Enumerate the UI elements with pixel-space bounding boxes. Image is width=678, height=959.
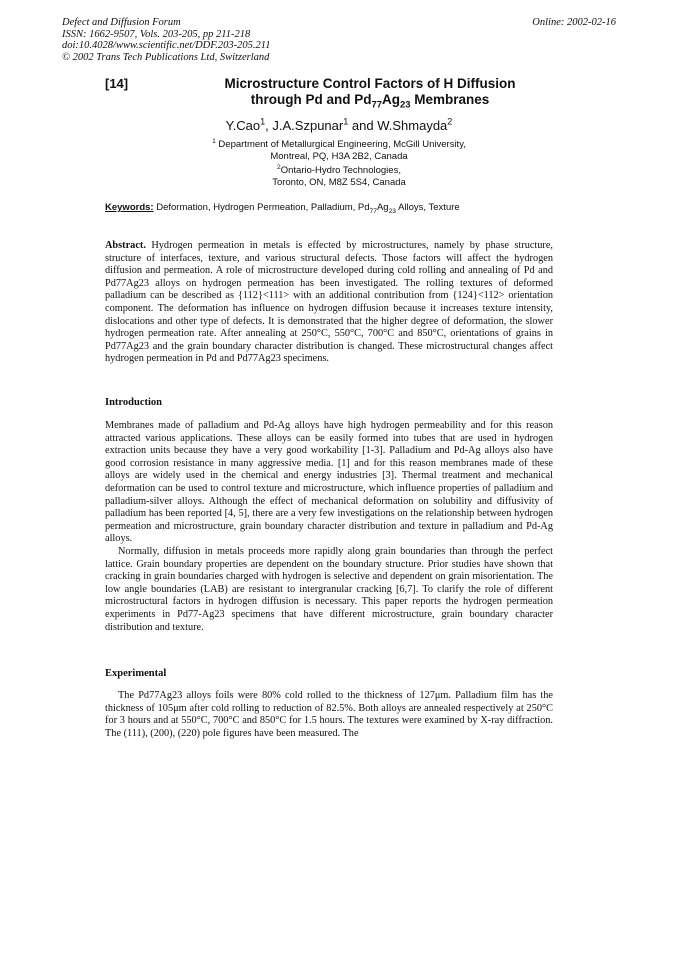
experimental-body <box>105 690 553 740</box>
paragraph: Normally, diffusion in metals proceeds more rapidly along grain boundaries than through the perfect lattice. Grain boundary properties are dependent on the boundary structure. Prior studies have shown that cracking in grain boundaries charged with hydrogen is selective and dependent on grain misorientation. The low angle boundaries (LAB) are resistant to intergranular cracking [6,7]. To clarify the role of different microstructural factors in hydrogen diffusion is necessary. This paper reports the hydrogen permeation experiments in Pd77-Ag23 specimens that have different microstructure, grain boundary character distribution and texture. <box>105 545 553 633</box>
title-text: through Pd and Pd <box>250 92 372 107</box>
author-list <box>0 118 678 133</box>
introduction-heading: Introduction <box>105 397 162 408</box>
keywords-text: Ag <box>376 202 389 213</box>
title-subscript: 23 <box>399 99 411 111</box>
issn-line: ISSN: 1662-9507, Vols. 203-205, pp 211-218 <box>62 28 251 40</box>
author-name: Y.Cao <box>225 118 261 133</box>
affil-text: Department of Metallurgical Engineering, McGill University, <box>215 139 466 150</box>
online-date: Online: 2002-02-16 <box>532 17 616 28</box>
abstract-label: Abstract. <box>105 240 146 251</box>
affil-mark: 2 <box>277 163 281 171</box>
author-affil-mark: 1 <box>343 116 349 127</box>
journal-name: Defect and Diffusion Forum <box>62 17 181 28</box>
affil-text: Montreal, PQ, H3A 2B2, Canada <box>270 151 408 162</box>
keywords-text: Deformation, Hydrogen Permeation, Palladium, Pd <box>153 202 370 213</box>
keywords <box>105 202 460 213</box>
paper-title <box>140 76 600 111</box>
doi-line: doi:10.4028/www.scientific.net/DDF.203-205.211 <box>62 40 271 51</box>
author-affil-mark: 1 <box>260 116 266 127</box>
title-line-2 <box>140 92 600 111</box>
author-affil-mark: 2 <box>447 116 453 127</box>
affiliation-1 <box>0 139 678 163</box>
title-line-1: Microstructure Control Factors of H Diffusion <box>224 76 516 91</box>
title-text: Ag <box>381 92 400 107</box>
keywords-subscript: 77 <box>369 207 377 215</box>
abstract <box>105 240 553 366</box>
abstract-text: Hydrogen permeation in metals is effected by microstructures, namely by phase structure, structure of interfaces, texture, and various structural defects. Those factors will affect the hydrogen diffusion and permeation. A role of microstructure developed during cold rolling and annealing of Pd and Pd77Ag23 alloys on hydrogen permeation has been investigated. The rolling textures of deformed palladium can be described as {112}<111> with an additional contribution from {124}<112> orientation component. The deformation has influence on hydrogen diffusion because it increases texture intensity, dislocations and other type of defects. It is demonstrated that the higher degree of deformation, the slower hydrogen permeation rate. After annealing at 250°C, 550°C, 700°C and 850°C, orientations of grains in Pd77Ag23 and the grain boundary character distribution is changed. These microstructural changes affect hydrogen permeation in Pd and Pd77Ag23 specimens. <box>105 240 553 365</box>
affil-text: Toronto, ON, M8Z 5S4, Canada <box>272 177 406 188</box>
affil-mark: 1 <box>212 137 216 145</box>
copyright-line: © 2002 Trans Tech Publications Ltd, Switzerland <box>62 51 270 63</box>
title-text: Membranes <box>410 92 490 107</box>
keywords-text: Alloys, Texture <box>395 202 460 213</box>
title-block <box>100 76 600 111</box>
keywords-subscript: 23 <box>388 207 396 215</box>
keywords-label: Keywords: <box>105 202 154 213</box>
title-subscript: 77 <box>371 99 382 111</box>
journal-header <box>62 17 271 63</box>
paragraph: The Pd77Ag23 alloys foils were 80% cold rolled to the thickness of 127μm. Palladium film has the thickness of 105μm after cold rolling to reduction of 82.5%. Both alloys are annealed respectively at 250°C for 3 hours and at 550°C, 700°C and 850°C for 1.5 hours. The textures were examined by X-ray diffraction. The (111), (200), (220) pole figures have been measured. The <box>105 690 553 739</box>
author-name: and W.Shmayda <box>348 118 448 133</box>
author-name: , J.A.Szpunar <box>265 118 344 133</box>
reference-number: [14] <box>105 76 129 91</box>
introduction-body <box>105 420 553 634</box>
affiliation-2 <box>0 165 678 189</box>
experimental-heading: Experimental <box>105 668 167 679</box>
paragraph: Membranes made of palladium and Pd-Ag alloys have high hydrogen permeability and for this reason attracted various applications. These alloys can be easily formed into tubes that are used in hydrogen extraction units because they have a very good workability [1-3]. Palladium and Pd-Ag alloys also have good corrosion resistance in many aggressive media. [1] and for this reason membranes made of these alloys are widely used in the chemical and energy industries [3]. Thermal treatment and mechanical deformation can be used to control texture and microstructure, which influence properties of palladium and palladium-silver alloys. Although the effect of mechanical deformation on solubility and diffusivity of palladium has been reported [4, 5], there are a very few investigations on the relationship between hydrogen permeation and microstructure, grain boundary character distribution and texture in palladium and Pd-Ag alloys. <box>105 420 553 545</box>
affil-text: Ontario-Hydro Technologies, <box>280 165 401 176</box>
